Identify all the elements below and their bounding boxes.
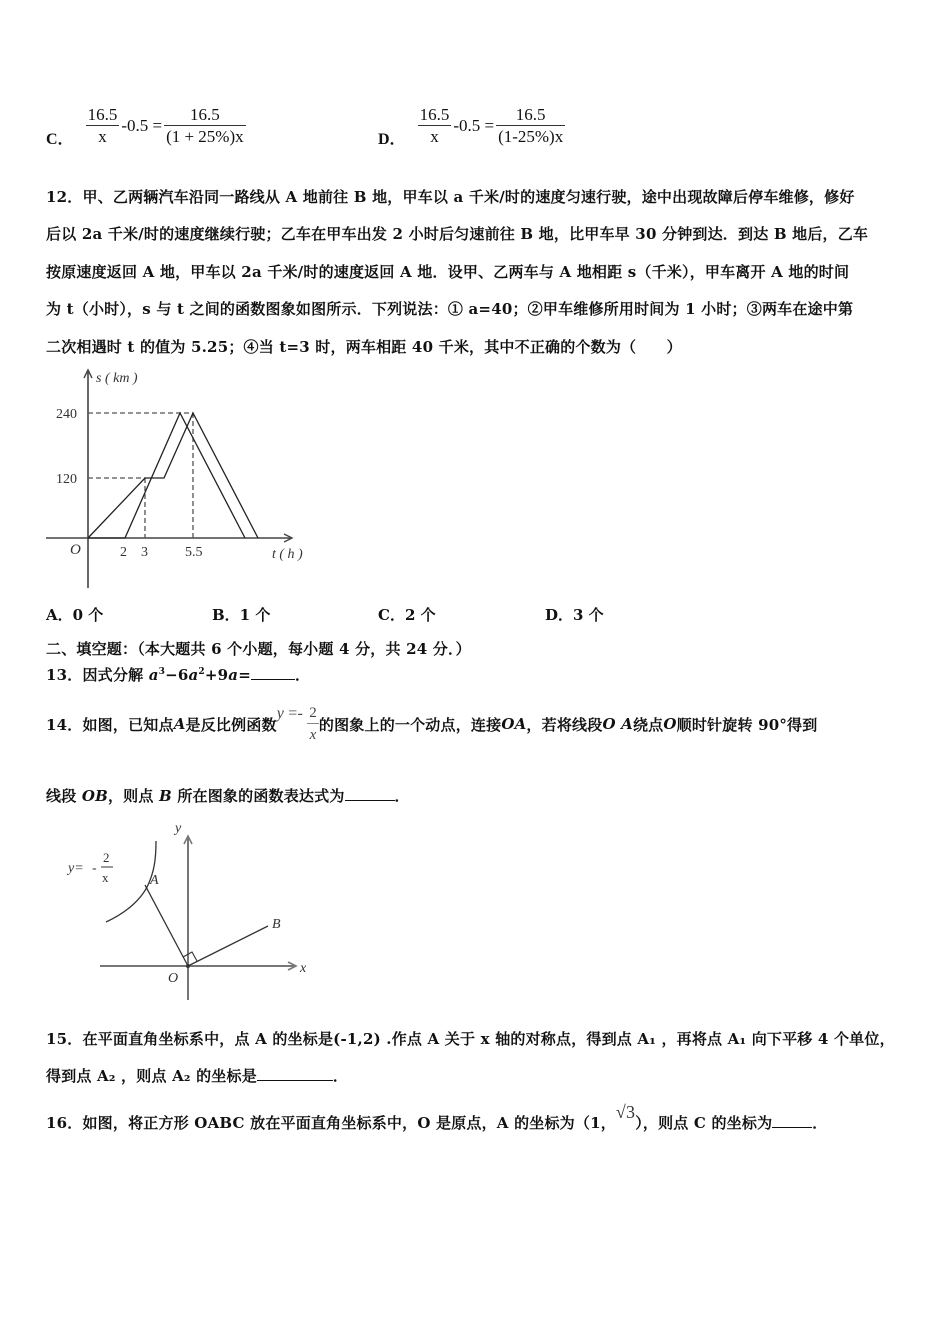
q14-line-2: 线段 OB，则点 B 所在图象的函数表达式为 ．	[46, 787, 410, 805]
q12-option-c: C．2 个	[378, 606, 436, 624]
q11-option-c	[46, 100, 246, 152]
segment-ob	[188, 926, 268, 966]
svg-text:2: 2	[103, 850, 110, 865]
x-axis-label: t ( h )	[272, 547, 303, 562]
fraction-left: $\frac{16.5}{x}$	[87, 104, 118, 146]
q15-line-2: 得到点 A₂ ，则点 A₂ 的坐标是 ．	[46, 1067, 349, 1085]
q16-line: 16．如图，将正方形 OABC 放在平面直角坐标系中，O 是原点，A 的坐标为（1，√3），则点 C 的坐标为 ．	[46, 1102, 828, 1132]
q14-line-1: 14．如图，已知点 A 是反比例函数 y =- $\frac{2}{x}$ 的图象上的一个动点，连接 OA ，若将线段 O A 绕点 O 顺时针旋转 90°得到	[46, 700, 817, 748]
option-label: D．	[378, 130, 406, 148]
q12-option-b: B．1 个	[212, 606, 271, 624]
y-tick-120: 120	[56, 472, 77, 487]
series-yi-line	[88, 413, 245, 538]
q12-line-3: 按原速度返回 A 地，甲车以 2a 千米/时的速度返回 A 地．设甲、乙两车与 A 地相距 s（千米），甲车离开 A 地的时间	[46, 263, 850, 281]
q14-rotation-figure	[55, 815, 325, 1010]
fraction-right: $\frac{16.5}{(1 + 25\%)x}$	[166, 104, 244, 146]
origin-label: O	[70, 542, 81, 558]
point-b-label: B	[272, 917, 281, 932]
svg-text:y=: y=	[68, 861, 84, 876]
q13-line: 13．因式分解 $a^3-6a^2+9a=$ ．	[46, 666, 311, 684]
hyperbola-curve	[106, 841, 156, 922]
y-axis-label: y	[175, 821, 182, 836]
x-tick-2: 2	[120, 545, 127, 560]
q12-option-d: D．3 个	[545, 606, 604, 624]
minus-term: -0.5 =	[121, 116, 163, 135]
x-tick-5-5: 5.5	[185, 545, 203, 560]
sqrt-three: √3	[615, 1102, 636, 1122]
option-label: C．	[46, 130, 74, 148]
answer-blank[interactable]	[772, 1113, 812, 1128]
q12-distance-time-chart	[40, 362, 330, 594]
segment-oa	[145, 885, 188, 966]
origin-label: O	[168, 971, 179, 986]
section-heading-fill-in-blank: 二、填空题：（本大题共 6 个小题，每小题 4 分，共 24 分．）	[46, 640, 471, 658]
svg-text:x: x	[102, 870, 109, 885]
y-axis-label: s ( km )	[96, 371, 138, 386]
q11-option-d	[378, 100, 565, 152]
inline-function: y =- $\frac{2}{x}$	[276, 704, 317, 743]
fraction-left: $\frac{16.5}{x}$	[419, 104, 450, 146]
answer-blank[interactable]	[257, 1066, 333, 1081]
answer-blank[interactable]	[345, 786, 395, 801]
q12-option-a: A．0 个	[46, 606, 104, 624]
y-tick-240: 240	[56, 407, 77, 422]
minus-term: -0.5 =	[453, 116, 495, 135]
fraction-right: $\frac{16.5}{(1-25\%)x}$	[498, 104, 564, 146]
x-axis-label: x	[300, 961, 307, 976]
svg-text:-: -	[92, 861, 97, 876]
series-jia-line	[88, 413, 258, 538]
q12-line-5: 二次相遇时 t 的值为 5.25；④当 t=3 时，两车相距 40 千米，其中不正确的个数为（ ）	[46, 338, 682, 356]
q12-line-4: 为 t（小时），s 与 t 之间的函数图象如图所示．下列说法：① a=40；②甲车维修所用时间为 1 小时；③两车在途中第	[46, 300, 854, 318]
point-a-label: A	[150, 873, 159, 888]
q15-line-1: 15．在平面直角坐标系中，点 A 的坐标是(-1,2) .作点 A 关于 x 轴的对称点，得到点 A₁ ，再将点 A₁ 向下平移 4 个单位，	[46, 1030, 895, 1048]
q12-line-1: 12．甲、乙两辆汽车沿同一路线从 A 地前往 B 地，甲车以 a 千米/时的速度匀速行驶，途中出现故障后停车维修，修好	[46, 188, 855, 206]
x-tick-3: 3	[141, 545, 148, 560]
dashed-guides	[88, 413, 193, 538]
q12-line-2: 后以 2a 千米/时的速度继续行驶；乙车在甲车出发 2 小时后匀速前往 B 地，比甲车早 30 分钟到达．到达 B 地后，乙车	[46, 225, 869, 243]
answer-blank[interactable]	[251, 665, 295, 680]
origin-dot	[186, 964, 190, 968]
